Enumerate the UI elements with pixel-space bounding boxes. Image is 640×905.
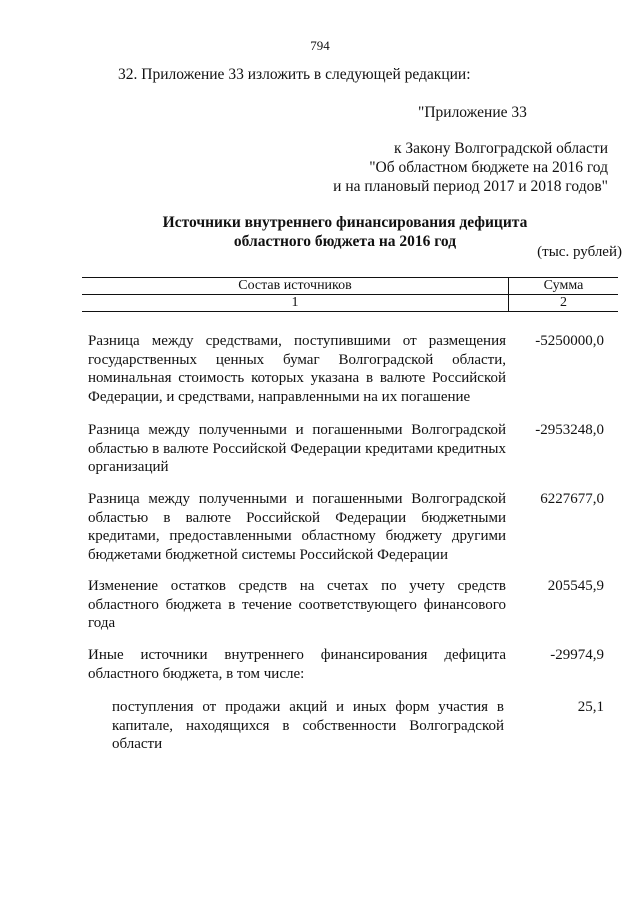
- table-row-amount: 6227677,0: [540, 491, 604, 507]
- header-row: [82, 278, 618, 294]
- table-row-source: Иные источники внутреннего финансирования дефицита областного бюджета, в том числе:: [88, 647, 506, 682]
- table-row-source: Изменение остатков средств на счетах по учету средств областного бюджета в течение соответствующего финансового года: [88, 578, 506, 631]
- table-row-amount: -5250000,0: [535, 333, 604, 349]
- document-title: [140, 213, 550, 251]
- table-row-source: поступления от продажи акций и иных форм участия в капитале, находящихся в собственности Волгоградской области: [112, 699, 504, 752]
- table-row-amount: -29974,9: [550, 647, 604, 663]
- table-row-source: Разница между полученными и погашенными Волгоградской областью в валюте Российской Федерации бюджетными кредитами, предоставленными областному бюджету другими бюджетами бюджетной системы Российской Федерации: [88, 491, 506, 563]
- law-reference-line-1: к Закону Волгоградской области: [393, 140, 608, 157]
- table-row-amount: 25,1: [577, 699, 604, 715]
- table-row-source: Разница между полученными и погашенными Волгоградской областью в валюте Российской Федерации кредитами кредитных организаций: [88, 422, 506, 475]
- document-title-line-1: Источники внутреннего финансирования дефицита: [162, 214, 528, 231]
- document-title-line-2: областного бюджета на 2016 год: [233, 233, 457, 250]
- units-label: (тыс. рублей): [537, 244, 622, 260]
- table-header: [82, 277, 618, 312]
- header-sources: Состав источников: [238, 278, 352, 293]
- law-reference-line-3: и на плановый период 2017 и 2018 годов": [333, 178, 608, 195]
- appendix-title: "Приложение 33: [418, 104, 527, 121]
- column-number-1: 1: [291, 295, 299, 310]
- law-reference-line-2: "Об областном бюджете на 2016 год: [369, 159, 608, 176]
- column-number-row: [82, 294, 618, 311]
- page-number: 794: [310, 38, 330, 53]
- column-number-2: 2: [508, 295, 618, 311]
- table-row-amount: -2953248,0: [535, 422, 604, 438]
- table-row-amount: 205545,9: [547, 578, 604, 594]
- table-row-source: Разница между средствами, поступившими от размещения государственных ценных бумаг Волгоградской области, номинальная стоимость которых указана в валюте Российской Федерации, и средствами, направленными на их погашение: [88, 333, 506, 405]
- header-amount: Сумма: [508, 278, 618, 294]
- amendment-intro: 32. Приложение 33 изложить в следующей редакции:: [118, 66, 471, 83]
